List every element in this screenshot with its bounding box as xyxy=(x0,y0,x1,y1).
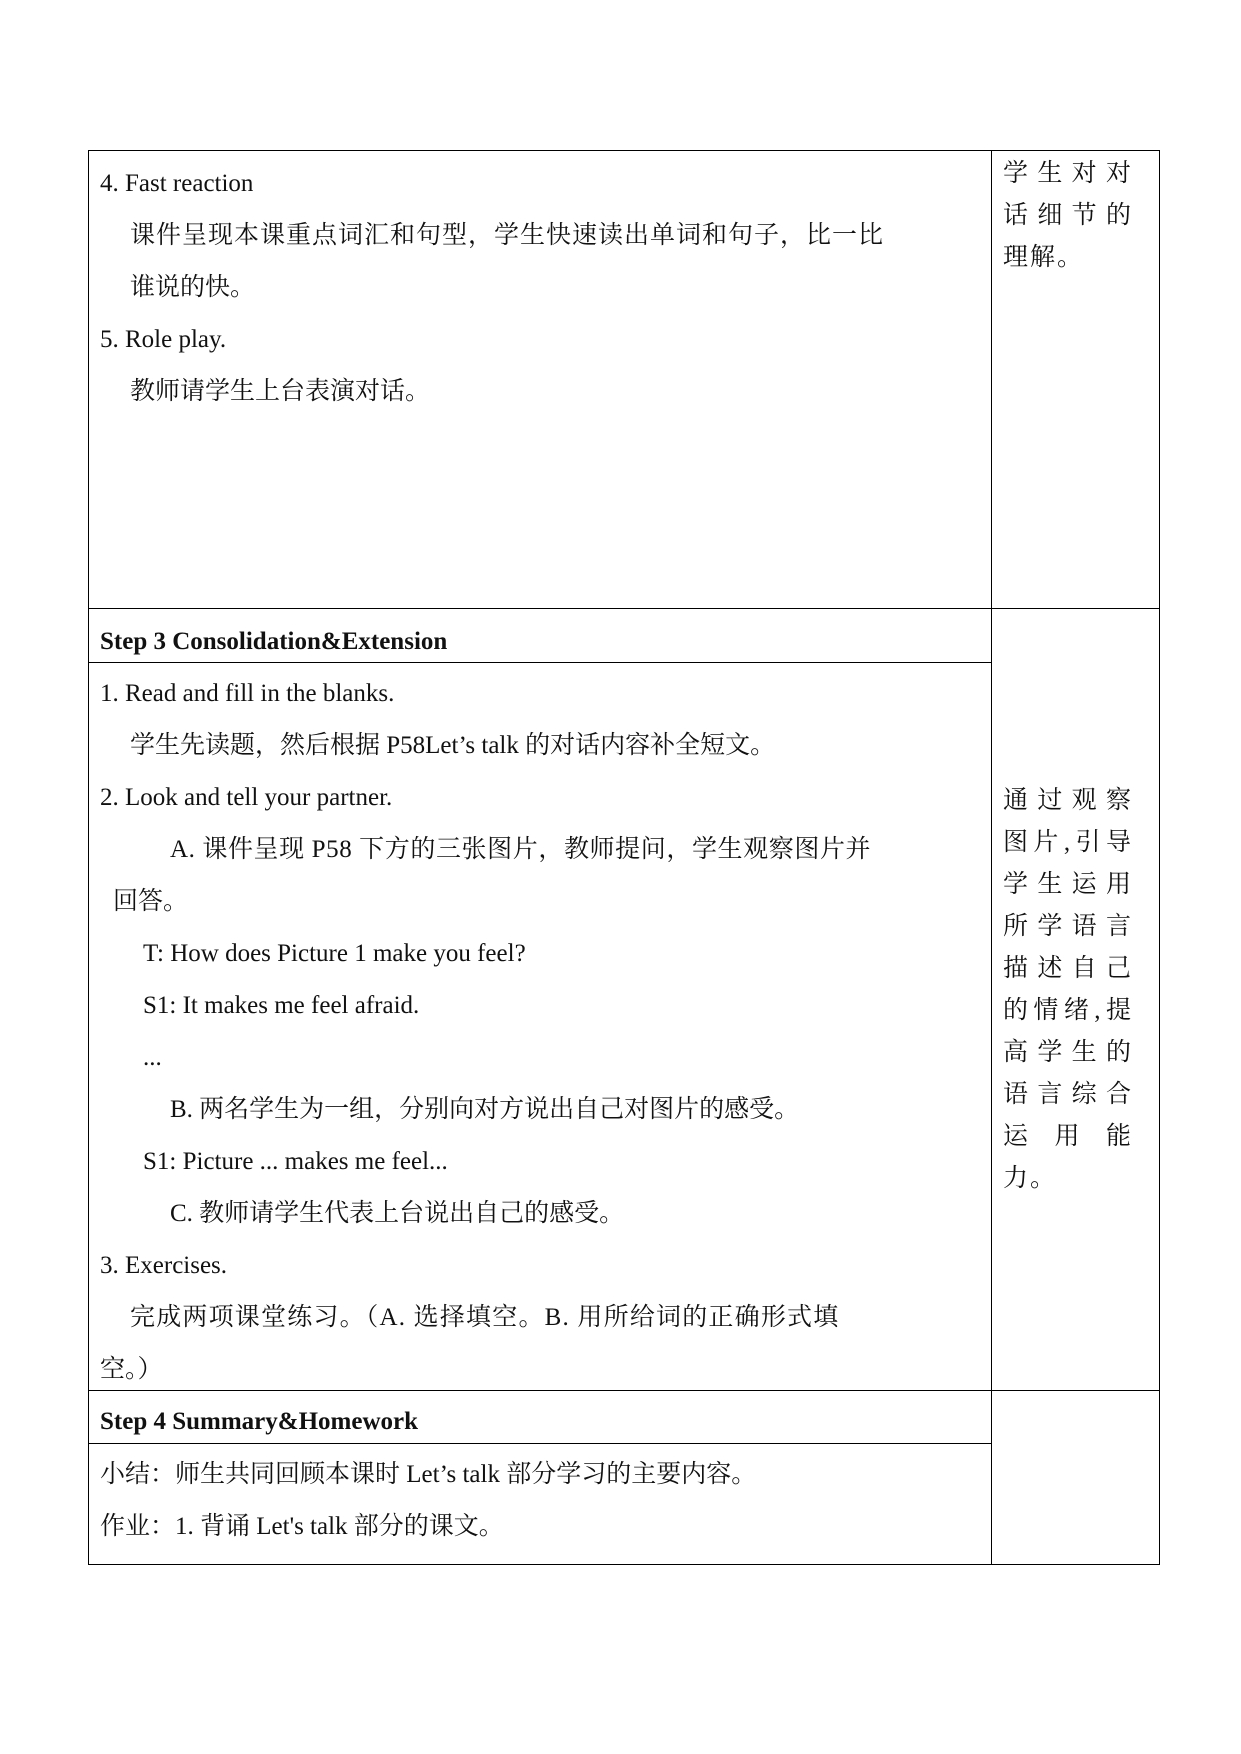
note-line: 图片,引导 xyxy=(1003,829,1133,856)
note-line: 语言综合 xyxy=(1003,1081,1133,1108)
step4-header: Step 4 Summary&Homework xyxy=(100,1408,419,1435)
note-line: 运用能力。 xyxy=(1003,1123,1133,1192)
step3-item2-a-line1: A. 课件呈现 P58 下方的三张图片，教师提问，学生观察图片并 xyxy=(170,836,872,863)
note-line: 学生对对 xyxy=(1003,160,1133,187)
step3-item3-line1: 完成两项课堂练习。（A. 选择填空。B. 用所给词的正确形式填 xyxy=(130,1304,840,1331)
row-divider xyxy=(88,608,1160,609)
row1-note xyxy=(1003,153,1133,279)
step3-note xyxy=(1003,780,1133,1200)
step3-header: Step 3 Consolidation&Extension xyxy=(100,628,448,655)
item4-title: 4. Fast reaction xyxy=(100,170,254,197)
dialog-student-line-b: S1: Picture ... makes me feel... xyxy=(143,1148,448,1175)
step3-item2-a-line2: 回答。 xyxy=(113,888,189,915)
note-line: 所学语言 xyxy=(1003,913,1133,940)
item4-description-line2: 谁说的快。 xyxy=(130,274,256,301)
note-line: 描述自己 xyxy=(1003,955,1133,982)
step4-homework: 作业：1. 背诵 Let's talk 部分的课文。 xyxy=(100,1513,504,1540)
note-line: 学生运用 xyxy=(1003,871,1133,898)
step3-item1-description: 学生先读题，然后根据 P58Let’s talk 的对话内容补全短文。 xyxy=(130,732,776,759)
note-line: 高学生的 xyxy=(1003,1039,1133,1066)
step4-summary: 小结：师生共同回顾本课时 Let’s talk 部分学习的主要内容。 xyxy=(100,1461,757,1488)
note-line: 的情绪,提 xyxy=(1003,997,1133,1024)
note-line: 话细节的 xyxy=(1003,202,1133,229)
dialog-student-line: S1: It makes me feel afraid. xyxy=(143,992,420,1019)
row-divider xyxy=(88,1390,1160,1391)
step3-item3-title: 3. Exercises. xyxy=(100,1252,228,1279)
item5-description: 教师请学生上台表演对话。 xyxy=(130,378,431,405)
item4-description-line1: 课件呈现本课重点词汇和句型，学生快速读出单词和句子，比一比 xyxy=(130,222,885,249)
dialog-teacher-line: T: How does Picture 1 make you feel? xyxy=(143,940,526,967)
step3-item3-line2: 空。） xyxy=(100,1356,163,1383)
note-line: 理解。 xyxy=(1003,244,1085,271)
step3-item2-b: B. 两名学生为一组，分别向对方说出自己对图片的感受。 xyxy=(170,1096,800,1123)
item5-title: 5. Role play. xyxy=(100,326,227,353)
step3-item2-c: C. 教师请学生代表上台说出自己的感受。 xyxy=(170,1200,625,1227)
column-divider xyxy=(991,150,992,1565)
step3-item2-title: 2. Look and tell your partner. xyxy=(100,784,393,811)
step3-item1-title: 1. Read and fill in the blanks. xyxy=(100,680,395,707)
note-line: 通过观察 xyxy=(1003,787,1133,814)
dialog-ellipsis: ... xyxy=(143,1044,162,1071)
